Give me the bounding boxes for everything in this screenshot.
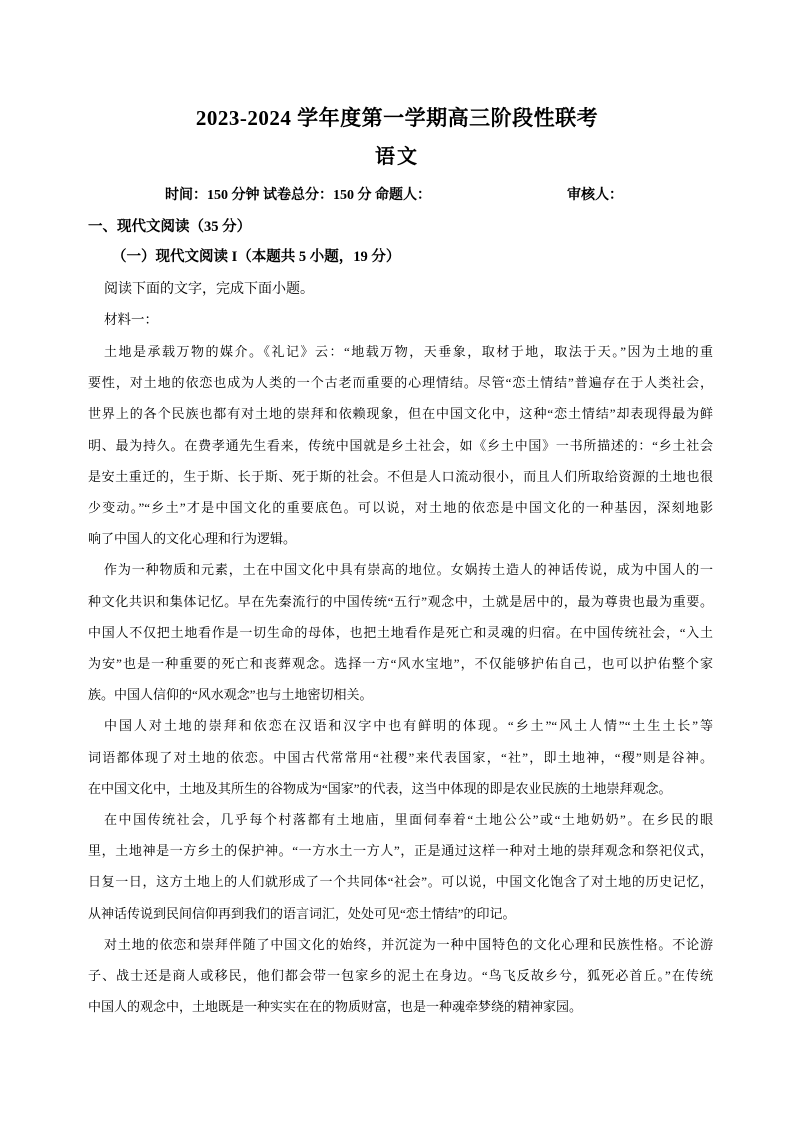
material-label: 材料一： (104, 312, 158, 327)
paragraph-line: 子、战士还是商人或移民，他们都会带一包家乡的泥土在身边。“鸟飞反故乡兮，狐死必首丘。”在传统 (88, 968, 713, 984)
exam-info (165, 185, 685, 207)
exam-total-score: 试卷总分：150 分 (263, 188, 372, 203)
paragraph (88, 804, 713, 929)
material-body (88, 336, 713, 1022)
paragraph-line: 对土地的依恋和崇拜伴随了中国文化的始终，并沉淀为一种中国特色的文化心理和民族性格。不论游 (104, 936, 713, 952)
paragraph-line: 里，土地神是一方乡土的保护神。“一方水土一方人”，正是通过这样一种对土地的崇拜观念和祭祀仪式， (88, 843, 713, 859)
paragraph (88, 929, 713, 1023)
paragraph-line: 土地是承载万物的媒介。《礼记》云：“地载万物，天垂象，取材于地，取法于天。”因为土地的重 (104, 344, 713, 359)
paragraph-line: 明、最为持久。在费孝通先生看来，传统中国就是乡土社会，如《乡土中国》一书所描述的：“乡土社会 (88, 437, 713, 453)
paragraph-line: 种文化共识和集体记忆。早在先秦流行的中国传统“五行”观念中，土就是居中的，最为尊贵也最为重要。 (88, 593, 713, 609)
paragraph-line: 在中国文化中，土地及其所生的谷物成为“国家”的代表，这当中体现的即是农业民族的土地崇拜观念。 (88, 780, 672, 796)
section-heading: 一、现代文阅读（35 分） (88, 219, 252, 235)
exam-author: 命题人： (375, 188, 431, 203)
reading-instruction: 阅读下面的文字，完成下面小题。 (104, 282, 314, 297)
paragraph-line: 中国人的观念中，土地既是一种实实在在的物质财富，也是一种魂牵梦绕的精神家园。 (88, 999, 583, 1015)
paragraph-line: 响了中国人的文化心理和行为逻辑。 (88, 531, 297, 547)
paragraph (88, 336, 713, 554)
subsection-heading: （一）现代文阅读 I（本题共 5 小题，19 分） (112, 249, 401, 265)
exam-reviewer: 审核人： (567, 188, 623, 203)
exam-title: 2023-2024 学年度第一学期高三阶段性联考 (195, 106, 599, 130)
paragraph-line: 族。中国人信仰的“风水观念”也与土地密切相关。 (88, 687, 373, 703)
paragraph-line: 作为一种物质和元素，土在中国文化中具有崇高的地位。女娲抟土造人的神话传说，成为中国人的一 (104, 562, 713, 578)
paragraph-line: 在中国传统社会，几乎每个村落都有土地庙，里面伺奉着“土地公公”或“土地奶奶”。在乡民的眼 (104, 812, 713, 828)
paragraph (88, 710, 713, 804)
paragraph-line: 为安”也是一种重要的死亡和丧葬观念。选择一方“风水宝地”，不仅能够护佑自己，也可以护佑整个家 (88, 656, 713, 672)
paragraph-line: 中国人不仅把土地看作是一切生命的母体，也把土地看作是死亡和灵魂的归宿。在中国传统社会，“入土 (88, 624, 713, 640)
paragraph-line: 世界上的各个民族也都有对土地的崇拜和依赖现象，但在中国文化中，这种“恋土情结”却表现得最为鲜 (88, 406, 713, 422)
paragraph-line: 中国人对土地的崇拜和依恋在汉语和汉字中也有鲜明的体现。“乡土”“风土人情”“土生土长”等 (104, 718, 713, 734)
paragraph-line: 日复一日，这方土地上的人们就形成了一个共同体“社会”。可以说，中国文化饱含了对土地的历史记忆， (88, 874, 713, 890)
exam-subject: 语文 (375, 146, 419, 168)
paragraph-line: 从神话传说到民间信仰再到我们的语言词汇，处处可见“恋土情结”的印记。 (88, 905, 516, 921)
paragraph-line: 少变动。”“乡土”才是中国文化的重要底色。可以说，对土地的依恋是中国文化的一种基因，深刻地影 (88, 500, 713, 516)
paragraph-line: 词语都体现了对土地的依恋。中国古代常常用“社稷”来代表国家，“社”，即土地神，“稷”则是谷神。 (88, 749, 713, 765)
exam-time: 时间：150 分钟 (165, 188, 260, 203)
paragraph-line: 是安土重迁的，生于斯、长于斯、死于斯的社会。不但是人口流动很小，而且人们所取给资源的土地也很 (88, 468, 713, 484)
paragraph-line: 要性，对土地的依恋也成为人类的一个古老而重要的心理情结。尽管“恋土情结”普遍存在于人类社会， (88, 375, 713, 391)
paragraph (88, 554, 713, 710)
